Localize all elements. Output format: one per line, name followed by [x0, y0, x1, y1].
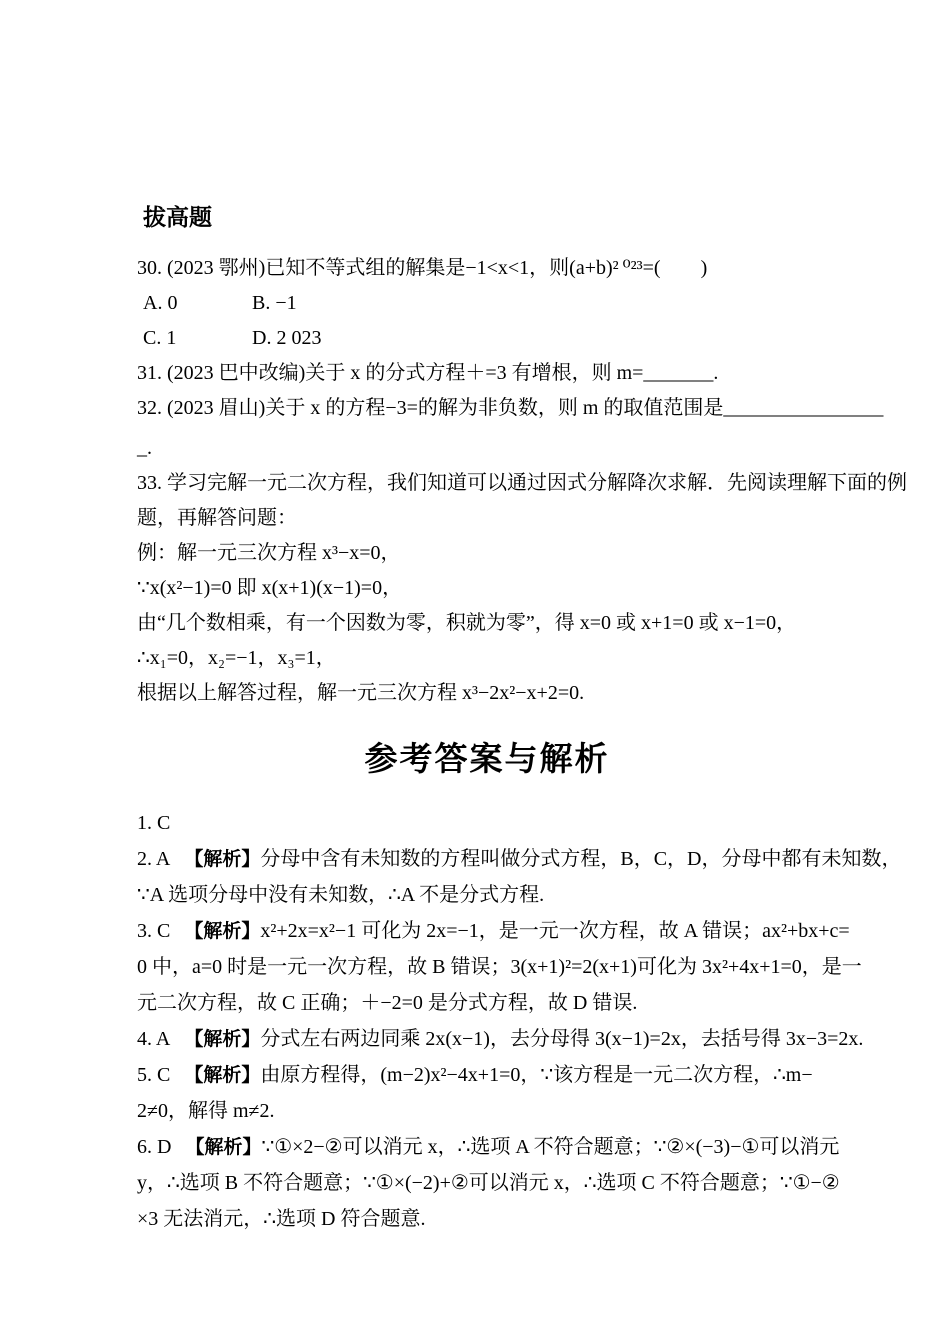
- answer-6-line-3: ×3 无法消元，∴选项 D 符合题意.: [137, 1208, 426, 1230]
- answer-2-text: 分母中含有未知数的方程叫做分式方程，B，C，D，分母中都有未知数，: [260, 848, 902, 870]
- answers-section-title: 参考答案与解析: [364, 742, 610, 778]
- answer-5-text: 由原方程得，(m−2)x²−4x+1=0，∵该方程是一元二次方程，∴m−: [260, 1064, 813, 1086]
- question-32-stem: 32. (2023 眉山)关于 x 的方程−3=的解为非负数，则 m 的取值范围是________________: [137, 397, 884, 419]
- option-b: B. −1: [252, 292, 297, 314]
- question-33-step-2: 由“几个数相乘，有一个因数为零，积就为零”，得 x=0 或 x+1=0 或 x−1=0，: [137, 612, 797, 634]
- answer-4-text: 分式左右两边同乘 2x(x−1)，去分母得 3(x−1)=2x，去括号得 3x−3=2x.: [260, 1028, 864, 1050]
- answer-4-number: 4. A: [137, 1028, 171, 1050]
- option-a: A. 0: [143, 292, 178, 314]
- answer-5-number: 5. C: [137, 1064, 171, 1086]
- question-30-options-row-2: [137, 321, 877, 356]
- analysis-tag: 【解析】: [184, 1028, 261, 1050]
- analysis-tag: 【解析】: [184, 1064, 261, 1086]
- question-33-task-line: 根据以上解答过程，解一元三次方程 x³−2x²−x+2=0.: [137, 682, 585, 704]
- analysis-tag: 【解析】: [185, 1136, 262, 1158]
- answer-5-line-1: [137, 1057, 877, 1093]
- answer-2-line-2: ∵A 选项分母中没有未知数，∴A 不是分式方程.: [137, 884, 545, 906]
- question-33-line-2: 题，再解答问题：: [137, 507, 297, 529]
- answer-5-line-2: 2≠0，解得 m≠2.: [137, 1100, 275, 1122]
- answer-4-line-1: [137, 1021, 877, 1057]
- question-33-step-3: ∴x₁=0，x₂=−1，x₃=1，: [137, 647, 336, 669]
- answer-2-number: 2. A: [137, 848, 171, 870]
- answer-3-line-3: 元二次方程，故 C 正确；＋−2=0 是分式方程，故 D 错误.: [137, 992, 638, 1014]
- section-heading: 拔高题: [143, 205, 212, 231]
- answer-1-number: 1. C: [137, 812, 171, 834]
- question-33-example-line: 例：解一元三次方程 x³−x=0，: [137, 542, 401, 564]
- analysis-tag: 【解析】: [184, 848, 261, 870]
- answer-6-number: 6. D: [137, 1136, 172, 1158]
- answer-1: [137, 805, 877, 841]
- question-33-step-1: ∵x(x²−1)=0 即 x(x+1)(x−1)=0，: [137, 577, 403, 599]
- question-31-stem: 31. (2023 巴中改编)关于 x 的分式方程＋=3 有增根，则 m=_______.: [137, 362, 719, 384]
- answer-6-line-2: y，∴选项 B 不符合题意；∵①×(−2)+②可以消元 x，∴选项 C 不符合题意；∵①−②: [137, 1172, 840, 1194]
- question-30-stem: 30. (2023 鄂州)已知不等式组的解集是−1<x<1，则(a+b)² ⁰²³=( ): [137, 257, 708, 279]
- answer-3-text: x²+2x=x²−1 可化为 2x=−1，是一元一次方程，故 A 错误；ax²+bx+c=: [260, 920, 850, 942]
- question-33-line-1: 33. 学习完解一元二次方程，我们知道可以通过因式分解降次求解．先阅读理解下面的例: [137, 472, 907, 494]
- answer-3-line-2: 0 中，a=0 时是一元一次方程，故 B 错误；3(x+1)²=2(x+1)可化为 3x²+4x+1=0，是一: [137, 956, 862, 978]
- answer-3-line-1: [137, 913, 877, 949]
- answer-6-line-1: [137, 1129, 877, 1165]
- option-c: C. 1: [143, 327, 177, 349]
- answers-section: [137, 805, 902, 1237]
- question-30-options-row-1: [137, 286, 877, 321]
- answer-3-number: 3. C: [137, 920, 171, 942]
- question-32-continuation: _.: [137, 437, 152, 459]
- worksheet-page: [137, 0, 907, 1237]
- option-d: D. 2 023: [252, 327, 322, 349]
- answer-6-text: ∵①×2−②可以消元 x，∴选项 A 不符合题意；∵②×(−3)−①可以消元: [261, 1136, 840, 1158]
- answer-2-line-1: [137, 841, 902, 877]
- analysis-tag: 【解析】: [184, 920, 261, 942]
